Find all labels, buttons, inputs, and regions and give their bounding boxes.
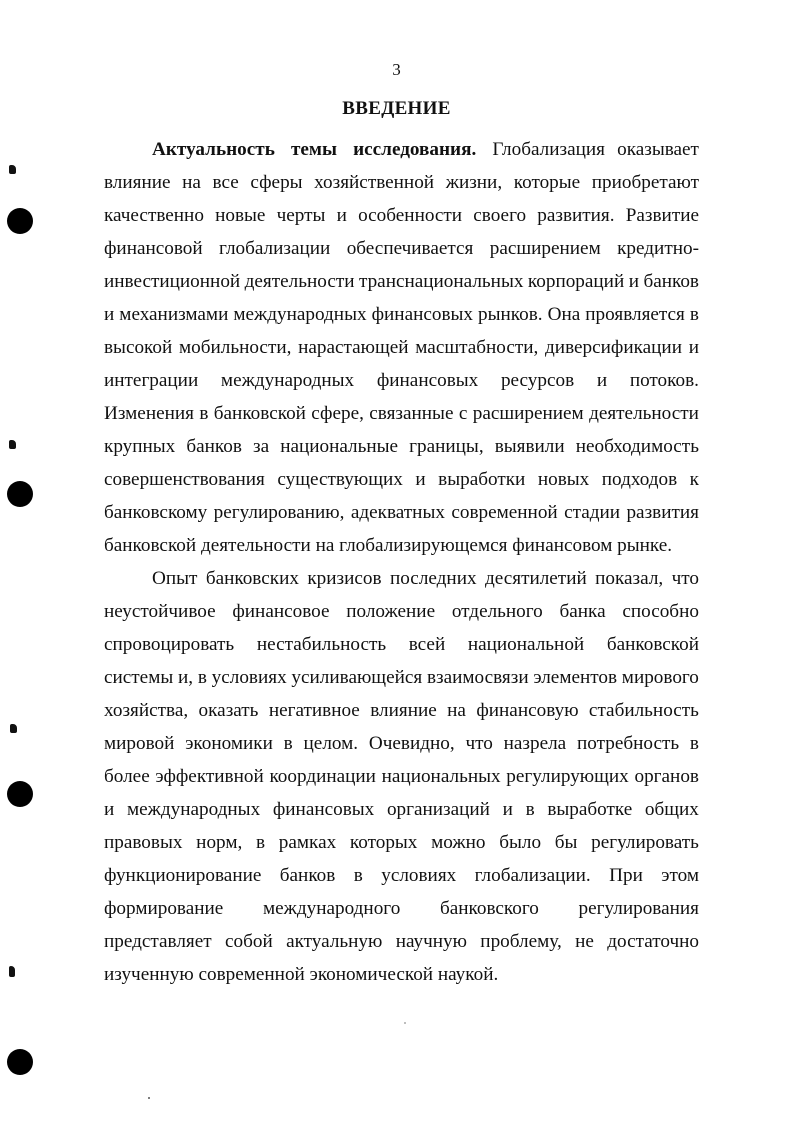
word: банковской (606, 634, 699, 655)
scan-speck (148, 1097, 150, 1099)
word: кризисов (307, 568, 382, 589)
margin-mark (9, 165, 16, 174)
word: не (575, 931, 594, 952)
word: механизмами (119, 304, 229, 325)
word: рынков. (478, 304, 543, 325)
word: негативное (268, 700, 360, 721)
word: банковских (205, 568, 299, 589)
text-line (104, 793, 699, 826)
word: глобализации (219, 238, 331, 259)
text-line (104, 694, 699, 727)
word: назрела (503, 733, 567, 754)
word: развития (626, 502, 699, 523)
word: кредитно- (617, 238, 699, 259)
text-line (104, 430, 699, 463)
word: этом (661, 865, 699, 886)
word: за (253, 436, 270, 457)
text-line (104, 892, 699, 925)
text-line (104, 628, 699, 661)
word: Изменения (104, 403, 194, 424)
word: в (689, 304, 699, 325)
text-line (104, 727, 699, 760)
word: развития. (537, 205, 615, 226)
word: и (502, 799, 513, 820)
text-line (104, 199, 699, 232)
word: современной (451, 502, 558, 523)
word: достаточно (607, 931, 699, 952)
binder-hole (7, 781, 33, 807)
word: способно (622, 601, 699, 622)
word: общих (644, 799, 699, 820)
word: финансовых (376, 370, 479, 391)
binder-hole (7, 208, 33, 234)
text-line (104, 298, 699, 331)
word: можно (431, 832, 486, 853)
word: и (688, 337, 699, 358)
word: более (104, 766, 150, 787)
binder-hole (7, 481, 33, 507)
word: инвестиционной (104, 271, 241, 292)
word: и (596, 370, 608, 391)
word: в (256, 832, 266, 853)
margin-mark (9, 440, 16, 449)
word: и (336, 205, 347, 226)
word: корпораций (527, 271, 625, 292)
text-line (104, 496, 699, 529)
word: собой (225, 931, 273, 952)
word: бы (554, 832, 578, 853)
word: мировой (104, 733, 175, 754)
word: финансовую (476, 700, 579, 721)
word: последних (389, 568, 477, 589)
word: и, (178, 667, 194, 688)
word: деятельности (589, 403, 699, 424)
word: и (628, 271, 639, 292)
paragraph-1 (104, 133, 699, 562)
word: на (182, 172, 201, 193)
word: финансовых (371, 304, 474, 325)
word: и (104, 304, 115, 325)
word: показал, (595, 568, 664, 589)
word: с (458, 403, 468, 424)
word: регулирующих (506, 766, 629, 787)
word: представляет (104, 931, 212, 952)
word: что (465, 733, 493, 754)
word: в (525, 799, 535, 820)
word: черты (276, 205, 326, 226)
text-line (104, 232, 699, 265)
word: глобализации. (474, 865, 591, 886)
word: целом. (303, 733, 359, 754)
paragraph-2 (104, 562, 699, 991)
word: банковского (439, 898, 539, 919)
word: деятельности (244, 271, 355, 292)
word: расширением (489, 238, 601, 259)
word: банковской (213, 403, 306, 424)
word: подходов (601, 469, 678, 490)
word: норм, (196, 832, 243, 853)
word: обеспечивается (346, 238, 474, 259)
word: было (499, 832, 542, 853)
word: органов (634, 766, 699, 787)
page-number: 3 (392, 60, 401, 79)
text-line (104, 826, 699, 859)
word: выработке (547, 799, 633, 820)
word: национальные (280, 436, 399, 457)
word: транснациональных (358, 271, 524, 292)
word: всей (408, 634, 446, 655)
word: национальной (467, 634, 585, 655)
word: международных (233, 304, 367, 325)
section-heading: ВВЕДЕНИЕ (342, 98, 451, 119)
word: функционирование (104, 865, 262, 886)
word: в (689, 733, 699, 754)
margin-mark (10, 724, 17, 733)
word: приобретают (591, 172, 699, 193)
word: и (415, 469, 426, 490)
word: Актуальность (152, 139, 275, 160)
word: Глобализация (492, 139, 605, 160)
word: регулированию, (213, 502, 345, 523)
word: хозяйства, (104, 700, 189, 721)
word: ресурсов (500, 370, 575, 391)
word: в (353, 865, 363, 886)
word: крупных (104, 436, 176, 457)
word: отдельного (451, 601, 543, 622)
word: международных (220, 370, 355, 391)
word: научную (395, 931, 467, 952)
word: спровоцировать (104, 634, 235, 655)
word: выявили (494, 436, 565, 457)
word: национальных (381, 766, 501, 787)
word: связанные (369, 403, 454, 424)
word: банковскому (104, 502, 208, 523)
word: банков (643, 271, 699, 292)
word: стадии (564, 502, 621, 523)
word: существующих (277, 469, 403, 490)
word: координации (269, 766, 376, 787)
word: выработки (438, 469, 526, 490)
scan-speck (404, 1022, 406, 1024)
word: исследования. (353, 139, 477, 160)
word: нестабильность (256, 634, 387, 655)
text-line (104, 364, 699, 397)
text-line (104, 463, 699, 496)
text-line: банковской деятельности на глобализирующемся финансовом рынке. (104, 535, 673, 556)
word: необходимость (575, 436, 699, 457)
word: которых (349, 832, 418, 853)
word: интеграции (104, 370, 199, 391)
word: масштабности, (415, 337, 539, 358)
word: стабильность (588, 700, 699, 721)
text-line (104, 925, 699, 958)
word: качественно (104, 205, 204, 226)
word: влияние (370, 700, 437, 721)
word: жизни, (445, 172, 503, 193)
text-line (104, 562, 699, 595)
word: эффективной (155, 766, 264, 787)
word: рамках (278, 832, 337, 853)
text-line (104, 859, 699, 892)
word: Она (547, 304, 581, 325)
word: финансовой (104, 238, 203, 259)
word: оказать (198, 700, 259, 721)
word: положение (346, 601, 436, 622)
word: международных (126, 799, 261, 820)
word: усиливающейся (291, 667, 423, 688)
word: десятилетий (484, 568, 587, 589)
word: на (447, 700, 466, 721)
word: в (199, 403, 209, 424)
word: нарастающей (298, 337, 409, 358)
margin-mark (9, 966, 15, 977)
word: условиях (381, 865, 457, 886)
word: элементов (533, 667, 618, 688)
word: хозяйственной (314, 172, 435, 193)
text-line (104, 595, 699, 628)
text-line (104, 397, 699, 430)
word: проблему, (480, 931, 562, 952)
word: особенности (358, 205, 463, 226)
word: новые (215, 205, 266, 226)
word: потоков. (629, 370, 699, 391)
word: своего (473, 205, 527, 226)
word: Развитие (625, 205, 699, 226)
word: высокой (104, 337, 173, 358)
text-line (104, 166, 699, 199)
word: Очевидно, (368, 733, 455, 754)
word: мирового (621, 667, 699, 688)
word: что (671, 568, 699, 589)
word: сфере, (311, 403, 364, 424)
binder-hole (7, 1049, 33, 1075)
word: сферы (250, 172, 303, 193)
word: оказывает (617, 139, 699, 160)
word: влияние (104, 172, 171, 193)
word: темы (290, 139, 337, 160)
word: Опыт (152, 568, 198, 589)
word: потребность (577, 733, 680, 754)
text-line (104, 133, 699, 166)
text-line (104, 265, 699, 298)
word: взаимосвязи (426, 667, 529, 688)
word: совершенствования (104, 469, 265, 490)
word: в (197, 667, 207, 688)
word: актуальную (286, 931, 383, 952)
word: формирование (104, 898, 224, 919)
word: расширением (472, 403, 584, 424)
word: правовых (104, 832, 183, 853)
word: проявляется (585, 304, 685, 325)
text-line (104, 331, 699, 364)
word: диверсификации (545, 337, 682, 358)
word: к (689, 469, 699, 490)
word: банков (186, 436, 242, 457)
word: границы, (409, 436, 484, 457)
word: неустойчивое (104, 601, 216, 622)
word: экономики (185, 733, 273, 754)
word: банка (559, 601, 606, 622)
text-line: изученную современной экономической наукой. (104, 964, 499, 985)
word: регулирования (578, 898, 699, 919)
word: которые (513, 172, 581, 193)
text-line (104, 760, 699, 793)
word: и (104, 799, 115, 820)
word: организаций (386, 799, 490, 820)
word: новых (537, 469, 590, 490)
word: банков (279, 865, 336, 886)
word: финансовых (272, 799, 375, 820)
word: При (609, 865, 643, 886)
word: международного (262, 898, 401, 919)
text-line (104, 661, 699, 694)
word: адекватных (350, 502, 445, 523)
body-text (104, 133, 699, 991)
word: все (212, 172, 239, 193)
word: системы (104, 667, 174, 688)
word: в (283, 733, 293, 754)
word: мобильности, (179, 337, 292, 358)
word: регулировать (591, 832, 699, 853)
word: условиях (211, 667, 287, 688)
word: финансовое (232, 601, 330, 622)
